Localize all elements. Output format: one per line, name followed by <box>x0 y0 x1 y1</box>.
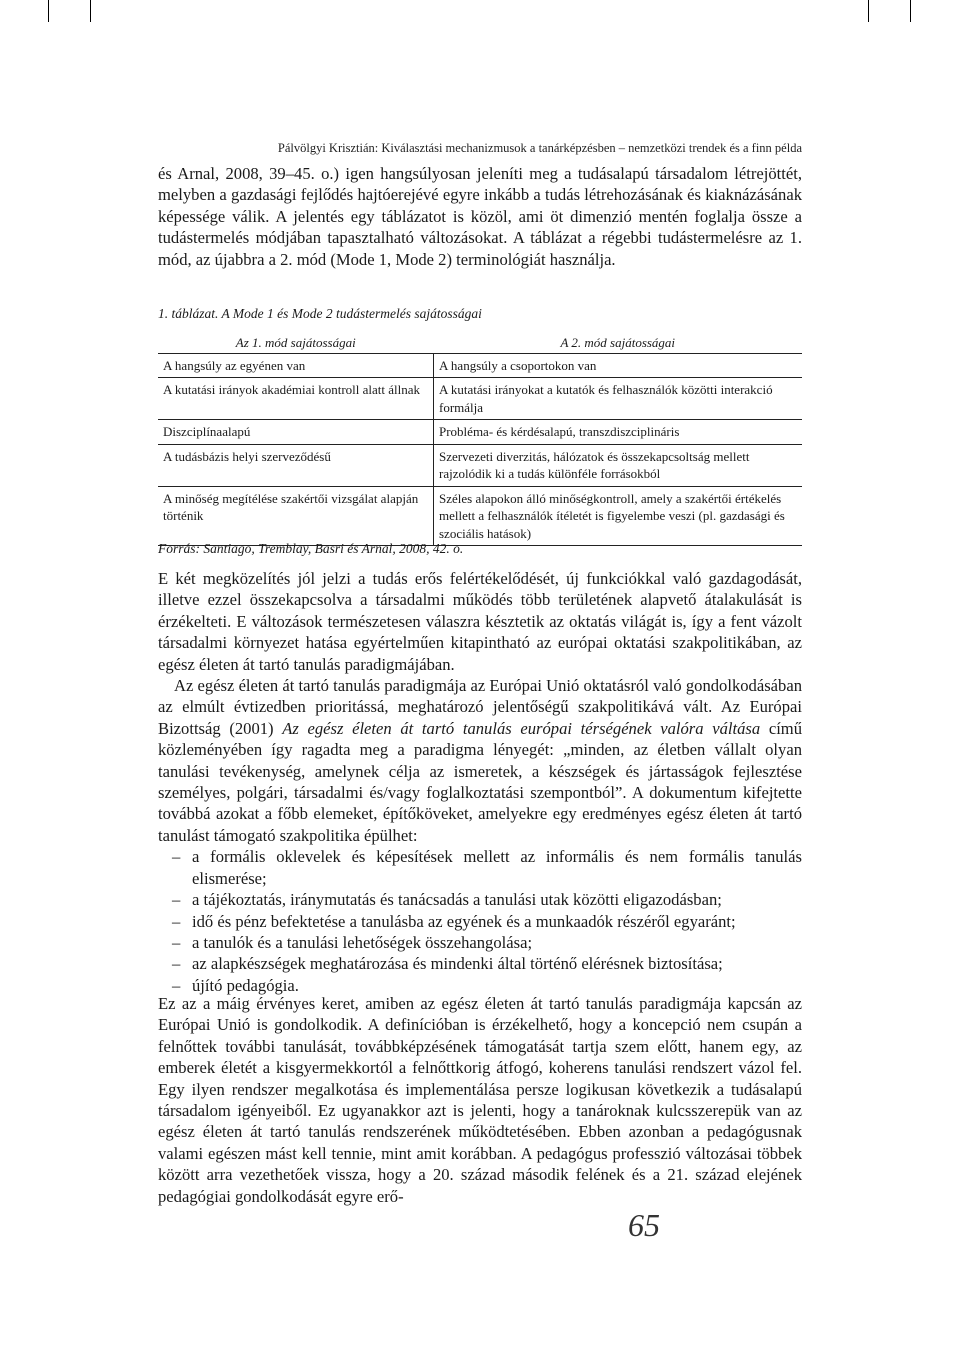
dash-bullet: – <box>172 911 181 931</box>
dash-bullet: – <box>172 847 181 867</box>
list-item-text: a tanulók és a tanulási lehetőségek összehangolása; <box>192 932 533 952</box>
list-item-text: az alapkészségek meghatározása és mindenki által történő elérésnek biztosítása; <box>192 954 723 974</box>
table-row <box>158 420 802 445</box>
table-row <box>158 486 802 546</box>
list-item <box>158 889 802 910</box>
closing-text <box>158 993 802 1207</box>
paragraph-3: Ez az a máig érvényes keret, amiben az egész életen át tartó tanulás paradigmája kapcsán az Európai Unió is gondolkodik. A definícióban is érzékelhető, hogy a koncepció nem csupán a felnőttek további tanulását, továbbképzésének támogatását tartja szem előtt, hanem egy, az emberek életét a kisgyermekkortól a felnőttkorig átfogó, koherens tanulási rendszert vázol fel. Egy ilyen rendszer megalkotása és implementálása persze logikusan következik a tudásalapú társadalom igényeiből. Ez ugyanakkor azt is jelenti, hogy a tanároknak kulcsszerepük van az egész életen át tartó tanulás rendszerének működtetésében. Ebben azonban a pedagógusnak valami egészen mást kell tennie, mint amit korábban. A pedagógus professzió változásai többek között arra vezethetőek vissza, hogy a 20. század második felének és a 21. század elejének pedagógiai gondolkodását egyre erő- <box>158 994 802 1206</box>
table-row <box>158 353 802 378</box>
table-header-mode2: A 2. mód sajátosságai <box>434 333 803 353</box>
table-cell: A kutatási irányokat a kutatók és felhasználók közötti interakció formálja <box>434 378 803 420</box>
table-cell: Szervezeti diverzitás, hálózatok és összekapcsoltság mellett rajzolódik ki a tudás különféle forrásokból <box>434 444 803 486</box>
table-cell: A kutatási irányok akadémiai kontroll alatt állnak <box>158 378 434 420</box>
page-number: 65 <box>628 1207 660 1243</box>
table-cell: Diszciplínaalapú <box>158 420 434 445</box>
mode-comparison-table <box>158 333 802 546</box>
intro-paragraph <box>158 163 802 270</box>
paragraph-2-title: Az egész életen át tartó tanulás európai térségének valóra váltása <box>282 718 761 738</box>
table-source: Forrás: Santiago, Tremblay, Basri és Arnal, 2008, 42. o. <box>158 541 464 556</box>
table-row <box>158 378 802 420</box>
crop-mark-top-left <box>48 0 49 22</box>
intro-text: és Arnal, 2008, 39–45. o.) igen hangsúlyosan jeleníti meg a tudásalapú társadalom létrejöttét, melyben a gazdasági fejlődés hajtóerejévé egyre inkább a tudás létrehozásának és kiaknázásának képessége válik. A jelentés egy táblázatot is közöl, ami öt dimenzió mentén foglalja össze a tudástermelés módjában tapasztalható változásokat. A táblázat a régebbi tudástermelésre az 1. mód, az újabbra a 2. mód (Mode 1, Mode 2) terminológiát használja. <box>158 164 802 269</box>
list-item <box>158 932 802 953</box>
table-cell: Probléma- és kérdésalapú, transzdiszciplináris <box>434 420 803 445</box>
list-item-text: újító pedagógia. <box>192 975 299 995</box>
dash-bullet: – <box>172 954 181 974</box>
table-cell: Széles alapokon álló minőségkontroll, amely a szakértői értékelés mellett a felhasználók ítéletét is figyelembe veszi (pl. gazdasági és szociális hatások) <box>434 486 803 546</box>
paragraph-2-end: című közleményében így ragadta meg a paradigma lényegét: „minden, az életben vállalt olyan tanulási tevékenység, amelynek célja az ismeretek, a készségek és jártasságok fejlesztése személyes, polgári, társadalmi és/vagy foglalkoztatási szempontból”. A dokumentum kifejtette továbbá azokat a főbb elemeket, építőköveket, amelyekre egy eredményes egész életen át tartó tanulást támogató szakpolitika épülhet: <box>158 718 803 845</box>
table-header-mode1: Az 1. mód sajátosságai <box>158 333 434 353</box>
dash-bullet: – <box>172 890 181 910</box>
paragraph-2-start: Az egész életen át tartó tanulás paradigmája az Európai Unió oktatásról való gondolkodásában az elmúlt évtizedben prioritássá, meghatározó jelentőségű szakpolitikává vált. Az Európai Bizottság (2001) <box>158 676 802 738</box>
table-row <box>158 444 802 486</box>
dash-bullet: – <box>172 975 181 995</box>
table-cell: A hangsúly a csoportokon van <box>439 357 597 373</box>
list-item-text: a formális oklevelek és képesítések mellett az informális és nem formális tanulás elismerése; <box>192 847 802 888</box>
table-cell: A tudásbázis helyi szerveződésű <box>158 444 434 486</box>
crop-mark-top-right <box>868 0 869 22</box>
paragraph-1: E két megközelítés jól jelzi a tudás erős felértékelődését, új funkciókkal való gazdagodását, illetve ezzel összekapcsolva a társadalmi működés több területének alapvető átalakulását is érzékelteti. E változások természetesen válaszra késztetik az oktatás világát is, így a fent vázolt társadalmi környezet hatása egyértelműen kitapintható az európai oktatási szakpolitikában, az egész életen át tartó tanulás paradigmájában. <box>158 569 802 674</box>
crop-mark-top-right-2 <box>910 0 911 22</box>
paragraph-2 <box>158 675 802 846</box>
crop-mark-top-left-2 <box>90 0 91 22</box>
list-item-text: a tájékoztatás, iránymutatás és tanácsadás a tanulási utak közötti eligazodásban; <box>192 890 722 910</box>
running-header: Pálvölgyi Krisztián: Kiválasztási mechanizmusok a tanárképzésben – nemzetközi trendek és a finn példa <box>277 141 802 155</box>
main-text <box>158 568 802 996</box>
list-item <box>158 953 802 974</box>
list-item <box>158 846 802 889</box>
list-item-text: idő és pénz befektetése a tanulásba az egyének és a munkaadók részéről egyaránt; <box>192 911 736 931</box>
dash-bullet: – <box>172 932 181 952</box>
list-item <box>158 911 802 932</box>
table-cell: A minőség megítélése szakértői vizsgálat alapján történik <box>158 486 434 546</box>
building-blocks-list <box>158 846 802 996</box>
table-caption: 1. táblázat. A Mode 1 és Mode 2 tudástermelés sajátosságai <box>158 306 482 321</box>
table-cell: A hangsúly az egyénen van <box>158 353 434 378</box>
